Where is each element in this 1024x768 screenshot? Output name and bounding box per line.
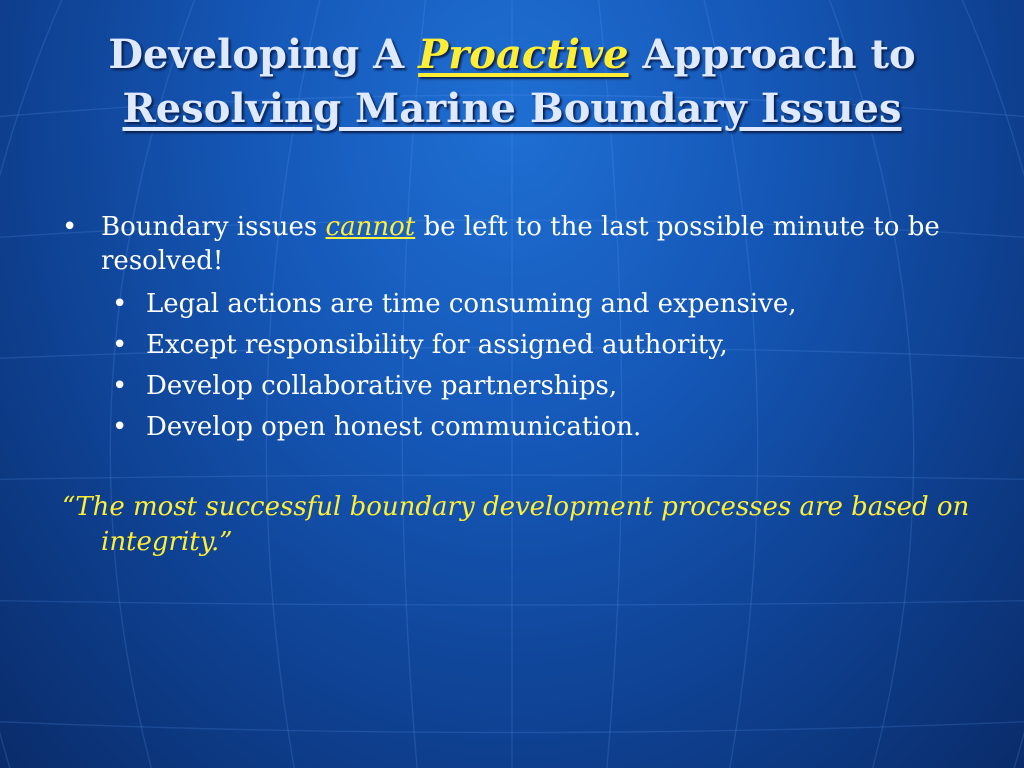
sub-bullet-text: Develop collaborative partnerships, — [146, 371, 618, 401]
slide-body — [62, 210, 982, 448]
sub-bullet-item — [62, 407, 982, 448]
sub-bullet-icon: • — [112, 330, 128, 360]
sub-bullet-icon: • — [112, 371, 128, 401]
sub-bullet-text: Legal actions are time consuming and expensive, — [146, 289, 797, 319]
sub-bullet-icon: • — [112, 412, 128, 442]
title-text-1: Developing A — [108, 31, 419, 78]
slide-title — [40, 28, 984, 136]
title-line-2: Resolving Marine Boundary Issues — [122, 85, 902, 132]
sub-bullet-text: Develop open honest communication. — [146, 412, 642, 442]
title-emphasis-proactive: Proactive — [418, 31, 629, 78]
main-bullet — [62, 210, 982, 278]
sub-bullet-item — [62, 325, 982, 366]
sub-bullet-item — [62, 366, 982, 407]
sub-bullet-item — [62, 284, 982, 325]
bullet-icon: • — [62, 212, 78, 242]
main-bullet-text-2: be left to the last possible minute to be resolved! — [101, 212, 940, 276]
main-bullet-emphasis-cannot: cannot — [325, 212, 416, 242]
sub-bullet-icon: • — [112, 289, 128, 319]
integrity-quote: “The most successful boundary development processes are based on integrity.” — [62, 492, 970, 557]
title-text-2: Approach to — [628, 31, 916, 78]
sub-bullet-text: Except responsibility for assigned authority, — [146, 330, 728, 360]
main-bullet-text-1: Boundary issues — [101, 212, 326, 242]
sub-bullet-list — [62, 284, 982, 448]
